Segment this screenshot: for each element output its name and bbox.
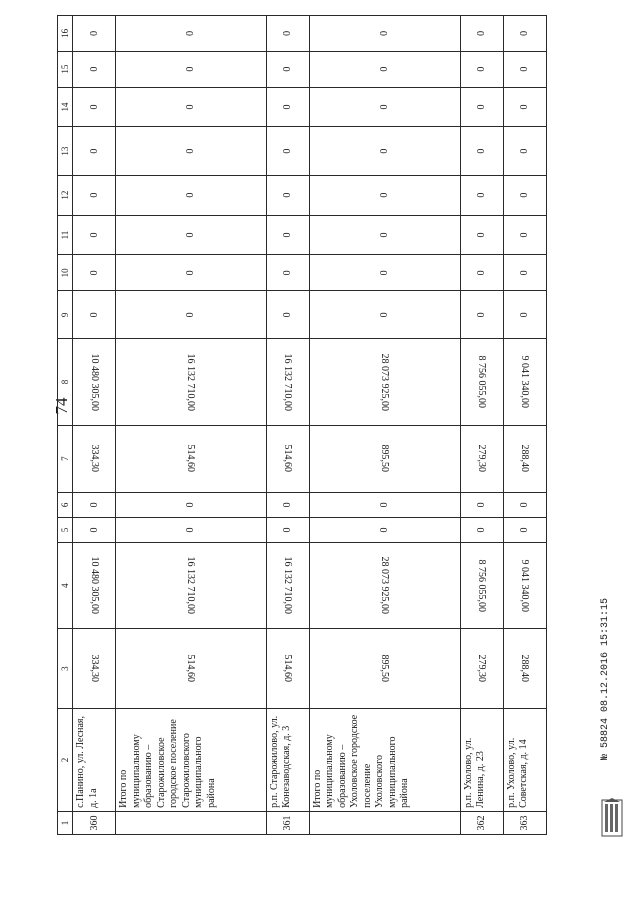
- cell-text: 0: [476, 312, 488, 318]
- value-cell: [266, 51, 309, 87]
- value-cell: [116, 16, 267, 52]
- cell-text: 895,50: [379, 444, 391, 473]
- cell-text: 0: [519, 232, 531, 238]
- value-cell: [73, 16, 116, 52]
- cell-text: 0: [282, 270, 294, 276]
- row-number-cell: [309, 811, 460, 834]
- cell-text: 0: [379, 148, 391, 154]
- value-cell: [460, 543, 503, 629]
- cell-text: 0: [282, 312, 294, 318]
- cell-text: 28 073 925,00: [379, 556, 391, 615]
- header-cell: 3: [58, 629, 73, 709]
- header-cell: 11: [58, 215, 73, 255]
- value-cell: [266, 16, 309, 52]
- header-cell: 5: [58, 517, 73, 542]
- value-cell: [266, 492, 309, 517]
- cell-text: 363: [519, 815, 531, 831]
- cell-text: р.п. Ухолово, ул. Ленина, д. 23: [462, 737, 487, 808]
- value-cell: [460, 629, 503, 709]
- cell-text: 0: [476, 527, 488, 533]
- cell-text: 0: [519, 148, 531, 154]
- cell-text: 0: [282, 502, 294, 508]
- value-cell: [116, 425, 267, 492]
- value-cell: [73, 127, 116, 175]
- value-cell: [73, 87, 116, 127]
- cell-text: 0: [476, 30, 488, 36]
- cell-text: 0: [185, 30, 197, 36]
- value-cell: [73, 492, 116, 517]
- value-cell: [460, 16, 503, 52]
- header-cell: 12: [58, 175, 73, 215]
- cell-text: 0: [88, 148, 100, 154]
- cell-text: 0: [379, 192, 391, 198]
- value-cell: [73, 425, 116, 492]
- value-cell: [73, 517, 116, 542]
- cell-text: 0: [379, 30, 391, 36]
- address-cell: [266, 709, 309, 812]
- cell-text: 0: [282, 232, 294, 238]
- cell-text: 279,30: [476, 654, 488, 683]
- header-cell: 10: [58, 255, 73, 291]
- address-cell: [460, 709, 503, 812]
- cell-text: 0: [476, 192, 488, 198]
- header-cell: 2: [58, 709, 73, 812]
- cell-text: 334,30: [88, 654, 100, 683]
- value-cell: [460, 51, 503, 87]
- value-cell: [460, 339, 503, 425]
- cell-text: 0: [379, 312, 391, 318]
- value-cell: [116, 629, 267, 709]
- cell-text: 0: [476, 66, 488, 72]
- value-cell: [73, 215, 116, 255]
- cell-text: 0: [379, 502, 391, 508]
- cell-text: 0: [379, 232, 391, 238]
- cell-text: 10 480 305,00: [88, 556, 100, 615]
- value-cell: [73, 51, 116, 87]
- value-cell: [460, 215, 503, 255]
- value-cell: [73, 255, 116, 291]
- cell-text: 0: [185, 312, 197, 318]
- header-cell: 14: [58, 87, 73, 127]
- value-cell: [503, 16, 546, 52]
- cell-text: 16 132 710,00: [282, 353, 294, 411]
- cell-text: 0: [379, 270, 391, 276]
- registration-stamp: № 58824 08.12.2016 15:31:15: [600, 597, 611, 760]
- row-number-cell: [460, 811, 503, 834]
- cell-text: 0: [519, 502, 531, 508]
- value-cell: [309, 517, 460, 542]
- cell-text: 0: [282, 104, 294, 110]
- value-cell: [460, 255, 503, 291]
- value-cell: [116, 492, 267, 517]
- value-cell: [266, 127, 309, 175]
- cell-text: 0: [379, 66, 391, 72]
- cell-text: 0: [88, 502, 100, 508]
- cell-text: 0: [88, 104, 100, 110]
- cell-text: 0: [379, 104, 391, 110]
- header-cell: 9: [58, 291, 73, 339]
- header-cell: 1: [58, 811, 73, 834]
- table-row: [309, 16, 460, 835]
- cell-text: 288,40: [519, 654, 531, 683]
- cell-text: 0: [185, 148, 197, 154]
- value-cell: [460, 291, 503, 339]
- value-cell: [266, 339, 309, 425]
- address-cell: [116, 709, 267, 812]
- cell-text: 0: [88, 66, 100, 72]
- value-cell: [266, 215, 309, 255]
- cell-text: 9 041 340,00: [519, 355, 531, 409]
- table-row: [503, 16, 546, 835]
- cell-text: с.Панино, ул. Лесная, д. 1а: [75, 715, 99, 808]
- cell-text: 0: [519, 192, 531, 198]
- cell-text: 362: [476, 815, 488, 831]
- cell-text: 0: [519, 104, 531, 110]
- value-cell: [116, 543, 267, 629]
- value-cell: [503, 175, 546, 215]
- value-cell: [503, 629, 546, 709]
- value-cell: [73, 175, 116, 215]
- table-header-row: [58, 16, 73, 835]
- value-cell: [116, 255, 267, 291]
- cell-text: 0: [476, 148, 488, 154]
- cell-text: 16 132 710,00: [185, 556, 197, 615]
- cell-text: 514,60: [282, 444, 294, 473]
- cell-text: 0: [476, 270, 488, 276]
- cell-text: 0: [185, 232, 197, 238]
- cell-text: 0: [282, 192, 294, 198]
- cell-text: 0: [476, 502, 488, 508]
- value-cell: [116, 339, 267, 425]
- value-cell: [309, 215, 460, 255]
- value-cell: [309, 255, 460, 291]
- value-cell: [309, 16, 460, 52]
- cell-text: 514,60: [282, 654, 294, 683]
- value-cell: [116, 215, 267, 255]
- value-cell: [503, 87, 546, 127]
- value-cell: [503, 492, 546, 517]
- value-cell: [116, 51, 267, 87]
- row-number-cell: [116, 811, 267, 834]
- cell-text: 0: [519, 270, 531, 276]
- cell-text: 0: [476, 232, 488, 238]
- address-cell: [503, 709, 546, 812]
- address-cell: [73, 709, 116, 812]
- cell-text: 16 132 710,00: [185, 353, 197, 411]
- value-cell: [309, 492, 460, 517]
- cell-text: 0: [88, 192, 100, 198]
- rotated-table-container: [57, 15, 547, 835]
- cell-text: 514,60: [185, 444, 197, 473]
- value-cell: [266, 291, 309, 339]
- cell-text: 288,40: [519, 444, 531, 473]
- cell-text: 0: [185, 502, 197, 508]
- value-cell: [503, 543, 546, 629]
- cell-text: р.п. Ухолово, ул. Советская, д. 14: [505, 737, 530, 808]
- cell-text: 514,60: [185, 654, 197, 683]
- cell-text: 895,50: [379, 654, 391, 683]
- cell-text: 0: [282, 148, 294, 154]
- data-table: [57, 15, 547, 835]
- cell-text: 0: [379, 527, 391, 533]
- value-cell: [309, 629, 460, 709]
- value-cell: [503, 215, 546, 255]
- value-cell: [73, 339, 116, 425]
- cell-text: 0: [519, 527, 531, 533]
- cell-text: 0: [88, 527, 100, 533]
- cell-text: 279,30: [476, 444, 488, 473]
- value-cell: [266, 543, 309, 629]
- cell-text: р.п. Старожилово, ул. Конезаводская, д. 3: [268, 715, 293, 808]
- value-cell: [460, 492, 503, 517]
- header-cell: 8: [58, 339, 73, 425]
- cell-text: 0: [282, 66, 294, 72]
- cell-text: 0: [88, 30, 100, 36]
- value-cell: [460, 175, 503, 215]
- value-cell: [460, 517, 503, 542]
- row-number-cell: [503, 811, 546, 834]
- value-cell: [503, 339, 546, 425]
- value-cell: [73, 543, 116, 629]
- table-row: [460, 16, 503, 835]
- cell-text: 334,30: [88, 444, 100, 473]
- value-cell: [309, 87, 460, 127]
- table-row: [73, 16, 116, 835]
- cell-text: 361: [282, 815, 294, 831]
- table-row: [266, 16, 309, 835]
- value-cell: [309, 175, 460, 215]
- value-cell: [266, 425, 309, 492]
- value-cell: [460, 425, 503, 492]
- value-cell: [460, 127, 503, 175]
- value-cell: [73, 291, 116, 339]
- cell-text: 0: [282, 527, 294, 533]
- value-cell: [266, 87, 309, 127]
- header-cell: 6: [58, 492, 73, 517]
- cell-text: 0: [88, 270, 100, 276]
- value-cell: [116, 291, 267, 339]
- value-cell: [309, 425, 460, 492]
- cell-text: 16 132 710,00: [282, 556, 294, 615]
- cell-text: 28 073 925,00: [379, 353, 391, 411]
- value-cell: [309, 127, 460, 175]
- header-cell: 13: [58, 127, 73, 175]
- cell-text: 0: [282, 30, 294, 36]
- value-cell: [116, 127, 267, 175]
- cell-text: 0: [185, 66, 197, 72]
- value-cell: [266, 175, 309, 215]
- row-number-cell: [73, 811, 116, 834]
- value-cell: [460, 87, 503, 127]
- cell-text: 0: [185, 270, 197, 276]
- value-cell: [503, 425, 546, 492]
- row-number-cell: [266, 811, 309, 834]
- cell-text: 0: [185, 104, 197, 110]
- address-cell: [309, 709, 460, 812]
- cell-text: 0: [185, 192, 197, 198]
- value-cell: [266, 255, 309, 291]
- table-row: [116, 16, 267, 835]
- cell-text: 360: [88, 815, 100, 831]
- cell-text: Итого по муниципальному образованию – Старожиловское городское поселение Старожиловского муниципального района: [118, 719, 217, 808]
- value-cell: [309, 339, 460, 425]
- cell-text: 0: [476, 104, 488, 110]
- cell-text: 8 756 055,00: [476, 559, 488, 612]
- value-cell: [73, 629, 116, 709]
- header-cell: 7: [58, 425, 73, 492]
- cell-text: 0: [519, 66, 531, 72]
- value-cell: [503, 255, 546, 291]
- notary-seal-icon: [600, 798, 624, 838]
- cell-text: 0: [519, 30, 531, 36]
- cell-text: 0: [88, 232, 100, 238]
- header-cell: 16: [58, 16, 73, 52]
- cell-text: 9 041 340,00: [519, 559, 531, 612]
- value-cell: [116, 517, 267, 542]
- value-cell: [266, 629, 309, 709]
- page-number: 74: [52, 397, 71, 415]
- value-cell: [266, 517, 309, 542]
- value-cell: [116, 87, 267, 127]
- cell-text: Итого по муниципальному образованию – Ухоловское городское поселение Ухоловского муниципального района: [311, 714, 411, 808]
- value-cell: [503, 517, 546, 542]
- header-cell: 4: [58, 543, 73, 629]
- value-cell: [309, 543, 460, 629]
- value-cell: [309, 291, 460, 339]
- value-cell: [503, 291, 546, 339]
- value-cell: [116, 175, 267, 215]
- value-cell: [503, 51, 546, 87]
- value-cell: [503, 127, 546, 175]
- header-cell: 15: [58, 51, 73, 87]
- cell-text: 8 756 055,00: [476, 355, 488, 409]
- cell-text: 0: [185, 527, 197, 533]
- cell-text: 0: [519, 312, 531, 318]
- cell-text: 10 480 305,00: [88, 353, 100, 411]
- value-cell: [309, 51, 460, 87]
- cell-text: 0: [88, 312, 100, 318]
